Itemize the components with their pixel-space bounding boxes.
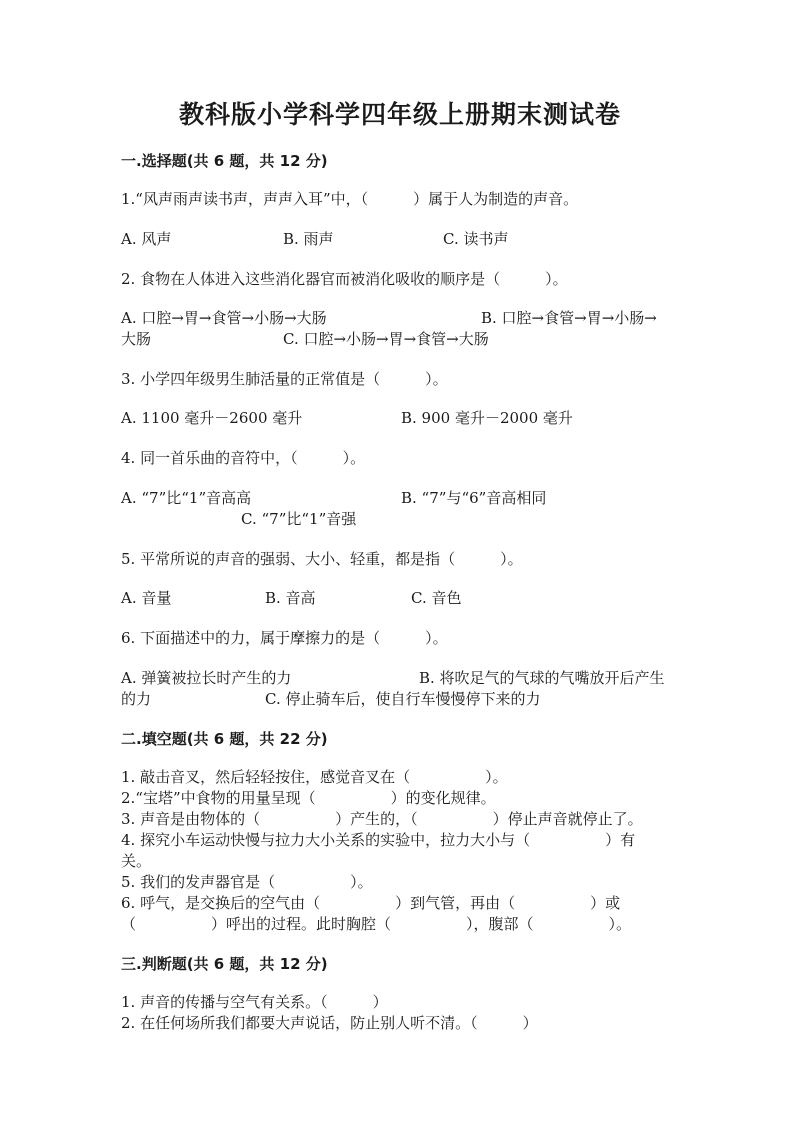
option: B. “7”与“6”音高相同 — [401, 489, 547, 507]
fill-question: 5. 我们的发声器官是（ ）。 — [121, 873, 373, 891]
fill-question: 6. 呼气，是交换后的空气由（ ）到气管，再由（ ）或 — [121, 894, 621, 912]
fill-question-continuation: 关。 — [121, 852, 152, 870]
fill-question: 1. 敲击音叉，然后轻轻按住，感觉音叉在（ ）。 — [121, 768, 508, 786]
question-stem: 3. 小学四年级男生肺活量的正常值是（ ）。 — [121, 370, 448, 388]
option: C. 读书声 — [443, 230, 509, 248]
option: B. 将吹足气的气球的气嘴放开后产生 — [419, 669, 665, 687]
option-continuation: 的力 — [121, 690, 152, 708]
section-heading-fill: 二.填空题(共 6 题，共 22 分) — [121, 730, 328, 748]
option: A. 弹簧被拉长时产生的力 — [121, 669, 292, 687]
option: C. 停止骑车后，使自行车慢慢停下来的力 — [265, 690, 541, 708]
option-continuation: 大肠 — [121, 330, 152, 348]
option: B. 口腔→食管→胃→小肠→ — [481, 309, 657, 327]
fill-question: 2.“宝塔”中食物的用量呈现（ ）的变化规律。 — [121, 789, 496, 807]
option: C. 音色 — [411, 589, 462, 607]
question-stem: 1.“风声雨声读书声，声声入耳”中，（ ）属于人为制造的声音。 — [121, 190, 579, 208]
question-stem: 4. 同一首乐曲的音符中，（ ）。 — [121, 449, 366, 467]
option: C. “7”比“1”音强 — [241, 510, 357, 528]
section-heading-choice: 一.选择题(共 6 题，共 12 分) — [121, 152, 328, 170]
option: A. “7”比“1”音高高 — [121, 489, 252, 507]
judge-question: 2. 在任何场所我们都要大声说话，防止别人听不清。（ ） — [121, 1014, 538, 1032]
option: A. 音量 — [121, 589, 172, 607]
judge-question: 1. 声音的传播与空气有关系。（ ） — [121, 993, 388, 1011]
question-stem: 2. 食物在人体进入这些消化器官而被消化吸收的顺序是（ ）。 — [121, 270, 568, 288]
option: B. 900 毫升－2000 毫升 — [401, 409, 573, 427]
section-heading-judge: 三.判断题(共 6 题，共 12 分) — [121, 955, 328, 973]
option: A. 口腔→胃→食管→小肠→大肠 — [121, 309, 327, 327]
page-title: 教科版小学科学四年级上册期末测试卷 — [178, 100, 621, 129]
fill-question: 4. 探究小车运动快慢与拉力大小关系的实验中，拉力大小与（ ）有 — [121, 831, 636, 849]
question-stem: 5. 平常所说的声音的强弱、大小、轻重，都是指（ ）。 — [121, 550, 523, 568]
option: B. 雨声 — [283, 230, 334, 248]
question-stem: 6. 下面描述中的力，属于摩擦力的是（ ）。 — [121, 629, 448, 647]
fill-question-continuation: （ ）呼出的过程。此时胸腔（ ），腹部（ ）。 — [121, 915, 632, 933]
option: C. 口腔→小肠→胃→食管→大肠 — [283, 330, 489, 348]
fill-question: 3. 声音是由物体的（ ）产生的，（ ）停止声音就停止了。 — [121, 810, 643, 828]
option: A. 1100 毫升－2600 毫升 — [121, 409, 303, 427]
option: B. 音高 — [265, 589, 316, 607]
option: A. 风声 — [121, 230, 172, 248]
